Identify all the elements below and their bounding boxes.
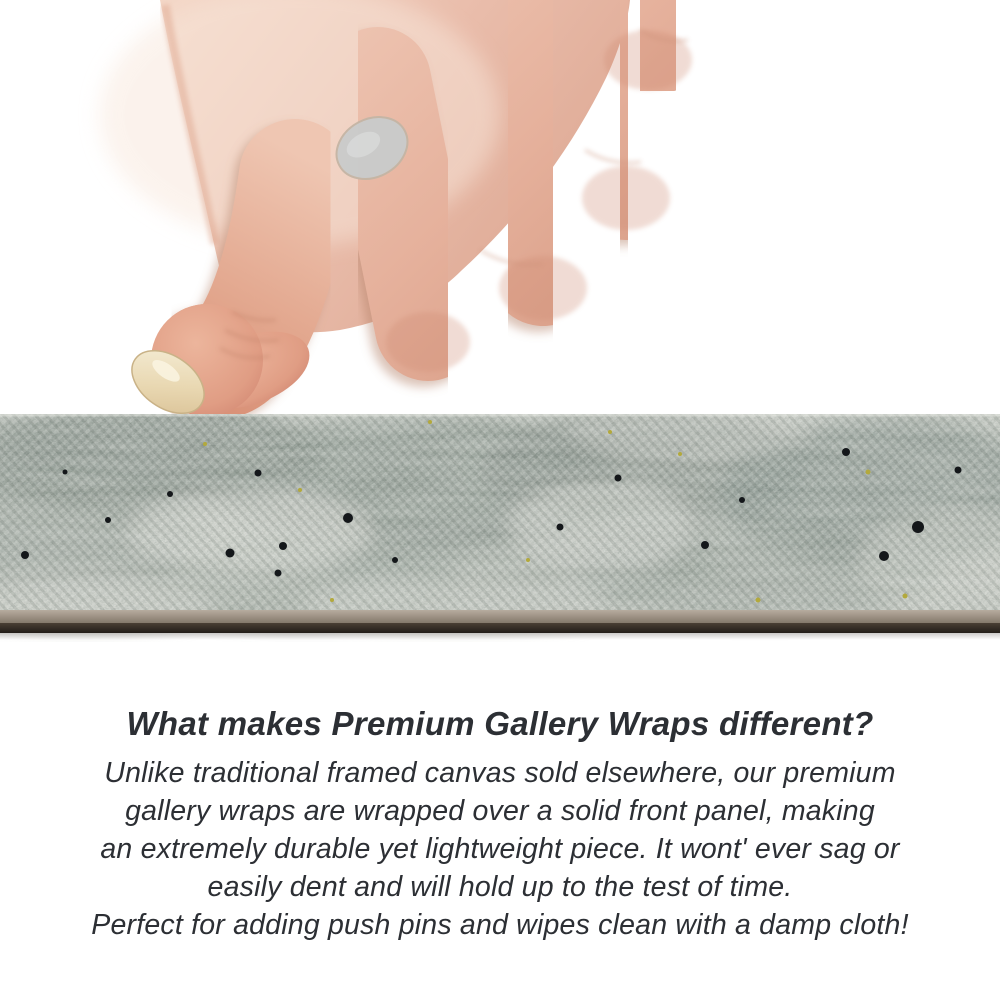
body-line: an extremely durable yet lightweight piece. It wont' ever sag or — [100, 833, 900, 865]
body-copy — [0, 754, 1000, 944]
body-line: Unlike traditional framed canvas sold elsewhere, our premium — [104, 757, 896, 789]
body-line: gallery wraps are wrapped over a solid front panel, making — [125, 795, 875, 827]
canvas-texture — [0, 414, 1000, 642]
hand-pressing-icon — [0, 0, 1000, 420]
finger-ring — [622, 0, 626, 185]
body-line: Perfect for adding push pins and wipes clean with a damp cloth! — [91, 909, 909, 941]
canvas-edge — [0, 610, 1000, 640]
hand-illustration — [0, 0, 1000, 420]
canvas-top-rim — [0, 414, 1000, 417]
canvas-twill-dark — [0, 414, 1000, 619]
headline: What makes Premium Gallery Wraps different? — [126, 705, 874, 742]
body-line: easily dent and will hold up to the test of time. — [207, 871, 793, 903]
finger-middle — [518, 15, 543, 272]
marketing-copy — [0, 701, 1000, 944]
canvas-strip — [0, 414, 1000, 642]
